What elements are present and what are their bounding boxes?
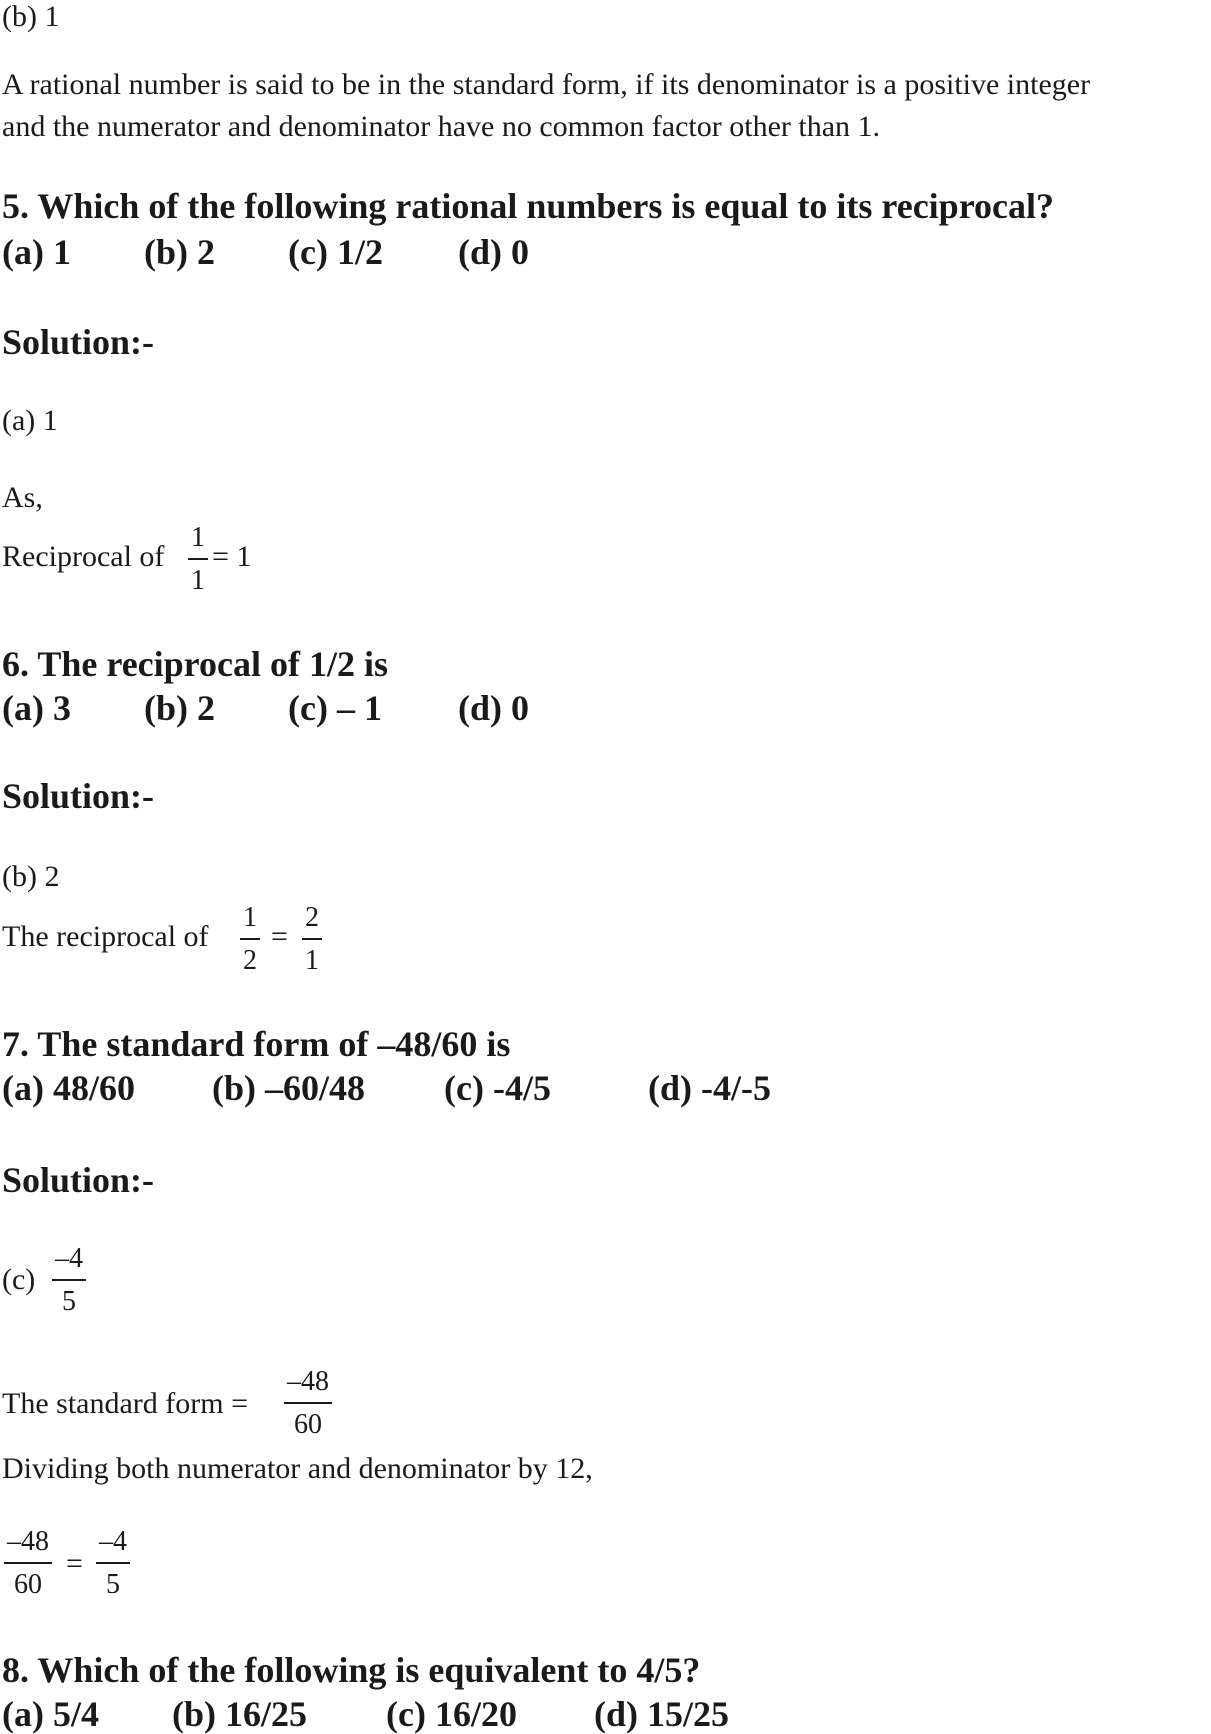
q7-option-b: (b) –60/48 <box>212 1068 365 1108</box>
q6-option-a: (a) 3 <box>2 688 71 728</box>
q5-solution-heading: Solution:- <box>2 322 155 362</box>
q8-option-b: (b) 16/25 <box>172 1694 307 1734</box>
q8-option-c: (c) 16/20 <box>386 1694 517 1734</box>
q5-option-d: (d) 0 <box>458 232 529 272</box>
q7-standard-form-fraction <box>284 1368 332 1439</box>
q7-answer-prefix: (c) <box>2 1263 36 1296</box>
q5-fraction-denominator: 1 <box>191 565 205 596</box>
q7-answer-numerator: –4 <box>55 1243 83 1274</box>
q6-solution-heading: Solution:- <box>2 776 155 816</box>
q6-option-b: (b) 2 <box>144 688 215 728</box>
fraction-bar <box>4 1562 52 1564</box>
q7-option-d: (d) -4/-5 <box>648 1068 771 1108</box>
q7-answer-denominator: 5 <box>62 1286 76 1317</box>
definition-line-2: and the numerator and denominator have no common factor other than 1. <box>2 110 881 143</box>
q7-eq-left <box>4 1528 52 1599</box>
fraction-bar <box>284 1402 332 1404</box>
q6-right-denominator: 1 <box>305 945 319 976</box>
q7-eq-left-denominator: 60 <box>14 1569 42 1600</box>
q6-option-c: (c) – 1 <box>288 688 382 728</box>
fraction-bar <box>240 938 260 940</box>
q7-dividing-text: Dividing both numerator and denominator by 12, <box>2 1452 593 1485</box>
q7-eq-right-denominator: 5 <box>106 1569 120 1600</box>
q7-answer-fraction <box>52 1245 86 1316</box>
question-8: 8. Which of the following is equivalent to 4/5? <box>2 1650 701 1690</box>
question-6: 6. The reciprocal of 1/2 is <box>2 644 388 684</box>
q8-option-a: (a) 5/4 <box>2 1694 99 1734</box>
q7-eq-right <box>96 1528 130 1599</box>
q6-answer: (b) 2 <box>2 860 60 893</box>
q6-option-d: (d) 0 <box>458 688 529 728</box>
q7-standard-form-label: The standard form = <box>2 1387 249 1420</box>
q7-option-c: (c) -4/5 <box>444 1068 551 1108</box>
q5-as-text: As, <box>2 481 43 514</box>
q6-left-numerator: 1 <box>243 902 257 933</box>
q5-option-a: (a) 1 <box>2 232 71 272</box>
question-5: 5. Which of the following rational numbers is equal to its reciprocal? <box>2 186 1055 226</box>
q5-option-c: (c) 1/2 <box>288 232 383 272</box>
q6-fraction-left <box>240 904 260 975</box>
q5-option-b: (b) 2 <box>144 232 215 272</box>
q5-result: = 1 <box>212 540 252 573</box>
q7-solution-heading: Solution:- <box>2 1160 155 1200</box>
q5-fraction-numerator: 1 <box>191 522 205 553</box>
q7-eq-right-numerator: –4 <box>99 1526 127 1557</box>
fraction-bar <box>302 938 322 940</box>
q7-sf-numerator: –48 <box>287 1366 329 1397</box>
q7-eq-equals: = <box>66 1547 83 1580</box>
q6-reciprocal-label: The reciprocal of <box>2 920 209 953</box>
q6-fraction-right <box>302 904 322 975</box>
q6-left-denominator: 2 <box>243 945 257 976</box>
q7-sf-denominator: 60 <box>294 1409 322 1440</box>
previous-answer: (b) 1 <box>2 0 60 33</box>
q7-eq-left-numerator: –48 <box>7 1526 49 1557</box>
q5-answer: (a) 1 <box>2 404 58 437</box>
q7-option-a: (a) 48/60 <box>2 1068 135 1108</box>
q8-option-d: (d) 15/25 <box>594 1694 729 1734</box>
q5-fraction <box>188 524 208 595</box>
definition-line-1: A rational number is said to be in the standard form, if its denominator is a positive integer <box>2 68 1091 101</box>
q6-right-numerator: 2 <box>305 902 319 933</box>
q6-equals: = <box>271 920 288 953</box>
fraction-bar <box>52 1279 86 1281</box>
q5-reciprocal-label: Reciprocal of <box>2 540 165 573</box>
fraction-bar <box>188 558 208 560</box>
fraction-bar <box>96 1562 130 1564</box>
question-7: 7. The standard form of –48/60 is <box>2 1024 511 1064</box>
